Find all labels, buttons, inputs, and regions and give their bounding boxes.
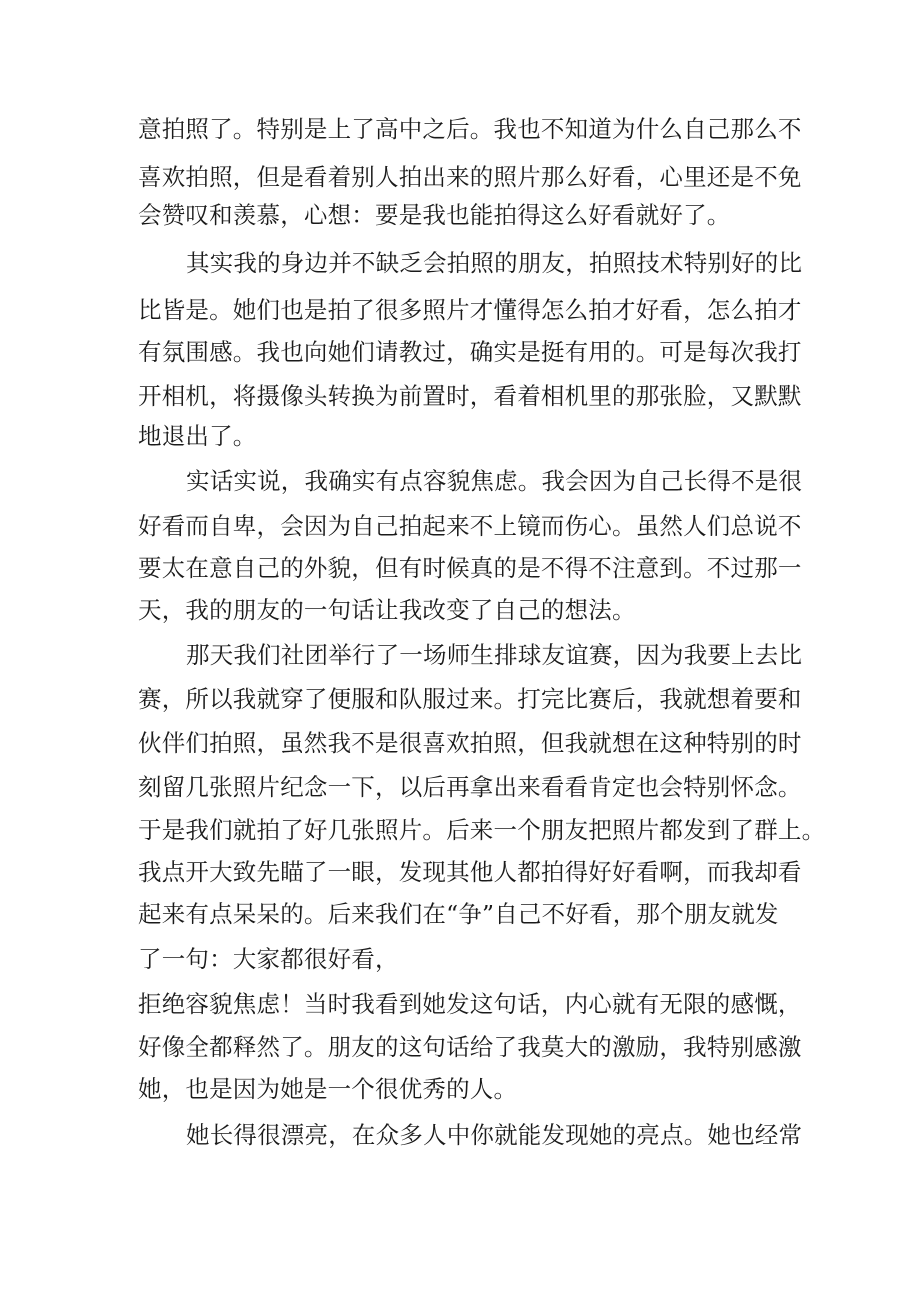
text-line: 拒绝容貌焦虑！当时我看到她发这句话，内心就有无限的感慨， — [138, 990, 802, 1018]
text-line: 了一句：大家都很好看， — [138, 945, 399, 973]
text-line: 天，我的朋友的一句话让我改变了自己的想法。 — [138, 596, 636, 624]
text-line: 伙伴们拍照，虽然我不是很喜欢拍照，但我就想在这种特别的时 — [138, 729, 802, 757]
text-line: 开相机，将摄像头转换为前置时，看着相机里的那张脸，又默默 — [138, 382, 802, 410]
text-line: 有氛围感。我也向她们请教过，确实是挺有用的。可是每次我打 — [138, 338, 802, 366]
text-line: 好像全都释然了。朋友的这句话给了我莫大的激励，我特别感激 — [138, 1033, 802, 1061]
paragraph-start-line: 她长得很漂亮，在众多人中你就能发现她的亮点。她也经常 — [186, 1121, 803, 1149]
text-line: 会赞叹和羡慕，心想：要是我也能拍得这么好看就好了。 — [138, 201, 731, 229]
text-line: 好看而自卑，会因为自己拍起来不上镜而伤心。虽然人们总说不 — [138, 512, 802, 540]
paragraph-start-line: 其实我的身边并不缺乏会拍照的朋友，拍照技术特别好的比 — [186, 249, 803, 277]
text-line: 要太在意自己的外貌，但有时候真的是不得不注意到。不过那一 — [138, 554, 802, 582]
text-line: 起来有点呆呆的。后来我们在“争”自己不好看，那个朋友就发 — [138, 900, 779, 928]
text-line: 意拍照了。特别是上了高中之后。我也不知道为什么自己那么不 — [138, 115, 802, 143]
text-line: 赛，所以我就穿了便服和队服过来。打完比赛后，我就想着要和 — [138, 685, 802, 713]
text-line: 比皆是。她们也是拍了很多照片才懂得怎么拍才好看，怎么拍才 — [138, 296, 802, 324]
text-line: 于是我们就拍了好几张照片。后来一个朋友把照片都发到了群上。 — [138, 816, 826, 844]
text-line: 刻留几张照片纪念一下，以后再拿出来看看肯定也会特别怀念。 — [138, 773, 802, 801]
text-line: 我点开大致先瞄了一眼，发现其他人都拍得好好看啊，而我却看 — [138, 858, 802, 886]
paragraph-start-line: 实话实说，我确实有点容貌焦虑。我会因为自己长得不是很 — [186, 467, 803, 495]
text-line: 地退出了。 — [138, 422, 257, 450]
paragraph-start-line: 那天我们社团举行了一场师生排球友谊赛，因为我要上去比 — [186, 641, 803, 669]
text-line: 她，也是因为她是一个很优秀的人。 — [138, 1075, 518, 1103]
text-line: 喜欢拍照，但是看着别人拍出来的照片那么好看，心里还是不免 — [138, 163, 802, 191]
